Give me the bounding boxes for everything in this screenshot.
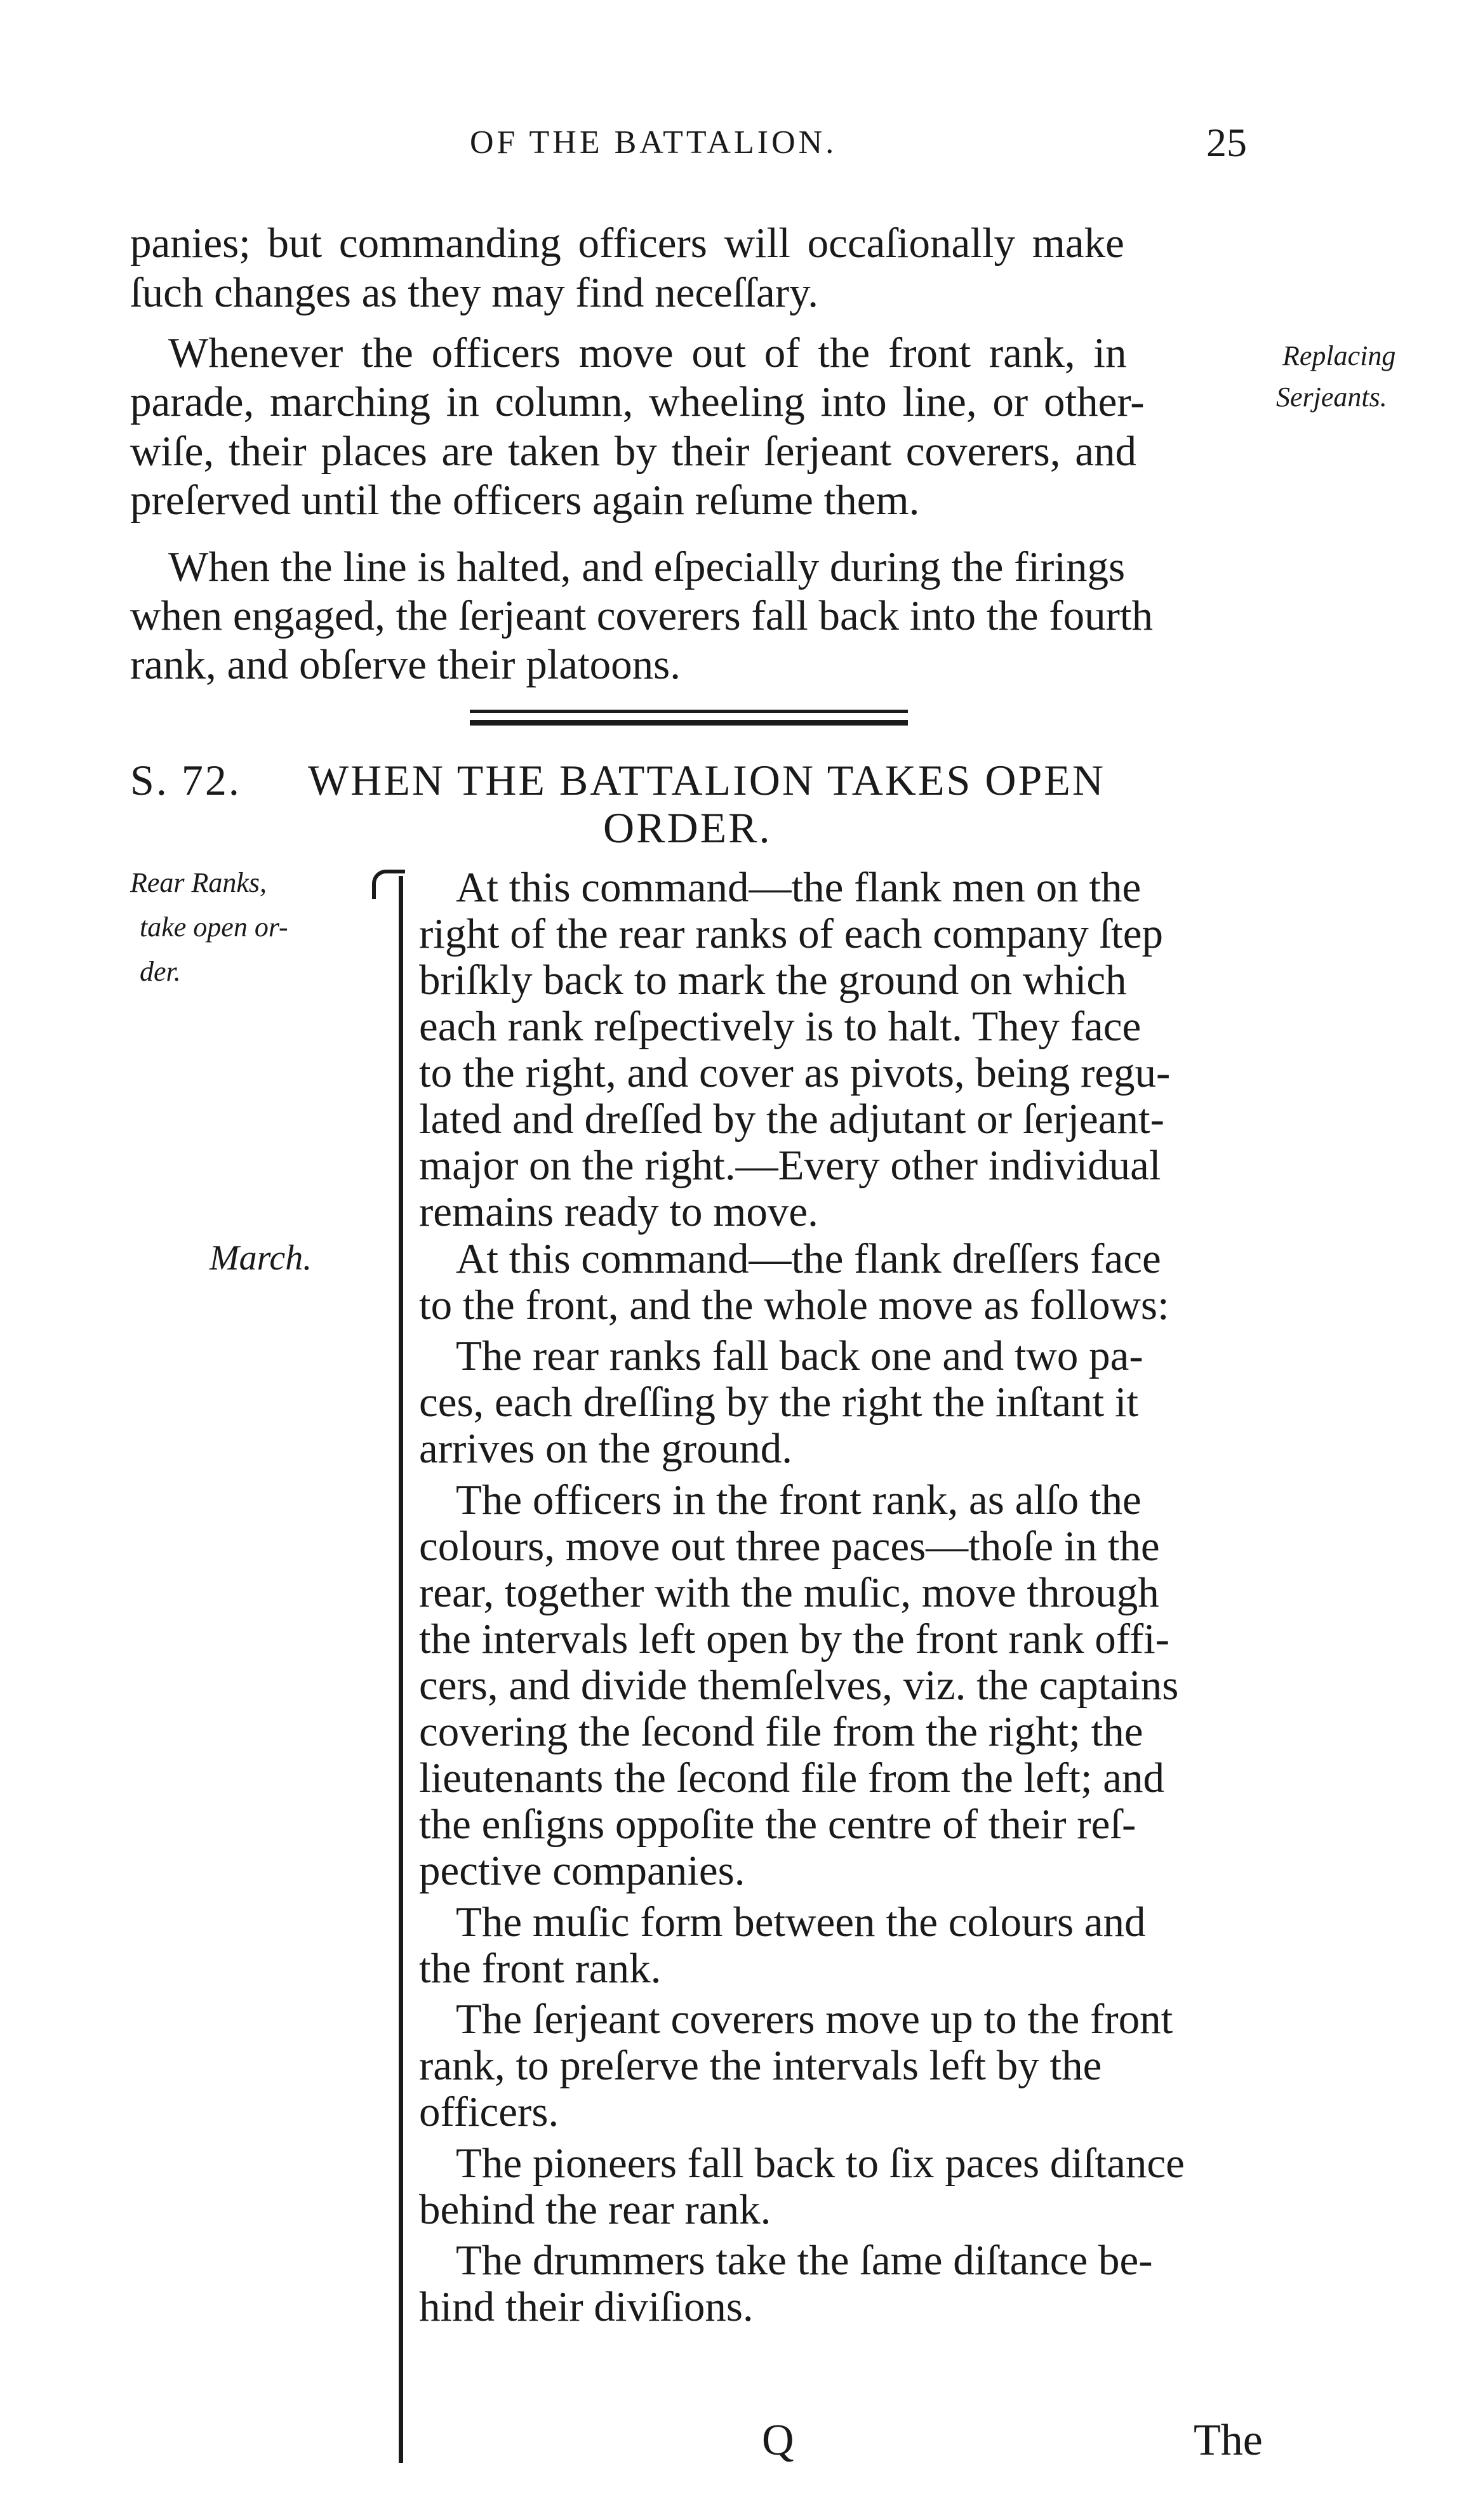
section-title-continued: ORDER. <box>603 804 772 852</box>
text-line: pective companies. <box>419 1847 745 1894</box>
text-line: to the right, and cover as pivots, being regu- <box>419 1049 1171 1096</box>
section-rule-bottom <box>470 720 908 726</box>
text-line: the intervals left open by the front rank offi- <box>419 1615 1170 1662</box>
text-line: The drummers take the ſame diſtance be- <box>456 2237 1153 2284</box>
text-line: preſerved until the officers again reſume them. <box>130 477 920 524</box>
page-number: 25 <box>1206 120 1247 165</box>
margin-note-rear-ranks: take open or- <box>140 912 288 943</box>
margin-note-rear-ranks: Rear Ranks, <box>130 867 267 898</box>
text-line: colours, move out three paces—thoſe in the <box>419 1523 1160 1570</box>
text-line: briſkly back to mark the ground on which <box>419 957 1127 1004</box>
text-line: remains ready to move. <box>419 1188 818 1235</box>
margin-note-rear-ranks: der. <box>140 956 181 987</box>
text-line: covering the ſecond file from the right; the <box>419 1708 1143 1755</box>
text-line: the enſigns oppoſite the centre of their reſ- <box>419 1801 1136 1848</box>
section-title: WHEN THE BATTALION TAKES OPEN <box>308 756 1105 804</box>
text-line: officers. <box>419 2088 559 2135</box>
text-line: The rear ranks fall back one and two pa- <box>456 1332 1143 1379</box>
text-line: hind their diviſions. <box>419 2283 754 2330</box>
text-line: The muſic form between the colours and <box>456 1899 1146 1946</box>
text-line: behind the rear rank. <box>419 2186 771 2233</box>
text-line: when engaged, the ſerjeant coverers fall back into the fourth <box>130 592 1154 639</box>
text-line: ces, each dreſſing by the right the inſtant it <box>419 1379 1139 1426</box>
text-line: lieutenants the ſecond file from the left; and <box>419 1754 1164 1801</box>
brace-line <box>399 876 412 2463</box>
signature-mark: Q <box>762 2416 794 2465</box>
text-line: ſuch changes as they may find neceſſary. <box>130 269 818 316</box>
text-line: parade, marching in column, wheeling into line, or other- <box>130 378 1145 425</box>
text-line: Whenever the officers move out of the front rank, in <box>168 329 1127 376</box>
text-line: When the line is halted, and eſpecially during the firings <box>168 543 1126 590</box>
text-line: each rank reſpectively is to halt. They face <box>419 1003 1142 1050</box>
text-line: the front rank. <box>419 1945 662 1992</box>
text-line: major on the right.—Every other individual <box>419 1142 1161 1189</box>
text-line: The officers in the front rank, as alſo the <box>456 1476 1142 1523</box>
text-line: arrives on the ground. <box>419 1425 792 1472</box>
text-line: At this command—the flank men on the <box>456 864 1142 911</box>
text-line: lated and dreſſed by the adjutant or ſerjeant- <box>419 1096 1164 1143</box>
text-line: cers, and divide themſelves, viz. the captains <box>419 1662 1179 1709</box>
text-line: to the front, and the whole move as follows: <box>419 1282 1169 1329</box>
margin-note-replacing: Replacing <box>1282 340 1396 371</box>
section-number: S. 72. <box>130 756 241 804</box>
text-line: At this command—the flank dreſſers face <box>456 1235 1161 1282</box>
text-line: rank, and obſerve their platoons. <box>130 641 681 688</box>
text-line: right of the rear ranks of each company ſtep <box>419 910 1164 957</box>
text-line: rank, to preſerve the intervals left by the <box>419 2042 1102 2089</box>
section-rule-top <box>470 710 908 713</box>
margin-note-march: March. <box>210 1238 312 1278</box>
catchword: The <box>1194 2416 1263 2465</box>
margin-note-serjeants: Serjeants. <box>1276 381 1387 413</box>
text-line: rear, together with the muſic, move through <box>419 1569 1159 1616</box>
text-line: wiſe, their places are taken by their ſerjeant coverers, and <box>130 428 1136 475</box>
text-line: The ſerjeant coverers move up to the front <box>456 1996 1173 2043</box>
running-title: OF THE BATTALION. <box>470 124 837 161</box>
text-line: panies; but commanding officers will occaſionally make <box>130 220 1124 267</box>
text-line: The pioneers fall back to ſix paces diſtance <box>456 2140 1185 2187</box>
